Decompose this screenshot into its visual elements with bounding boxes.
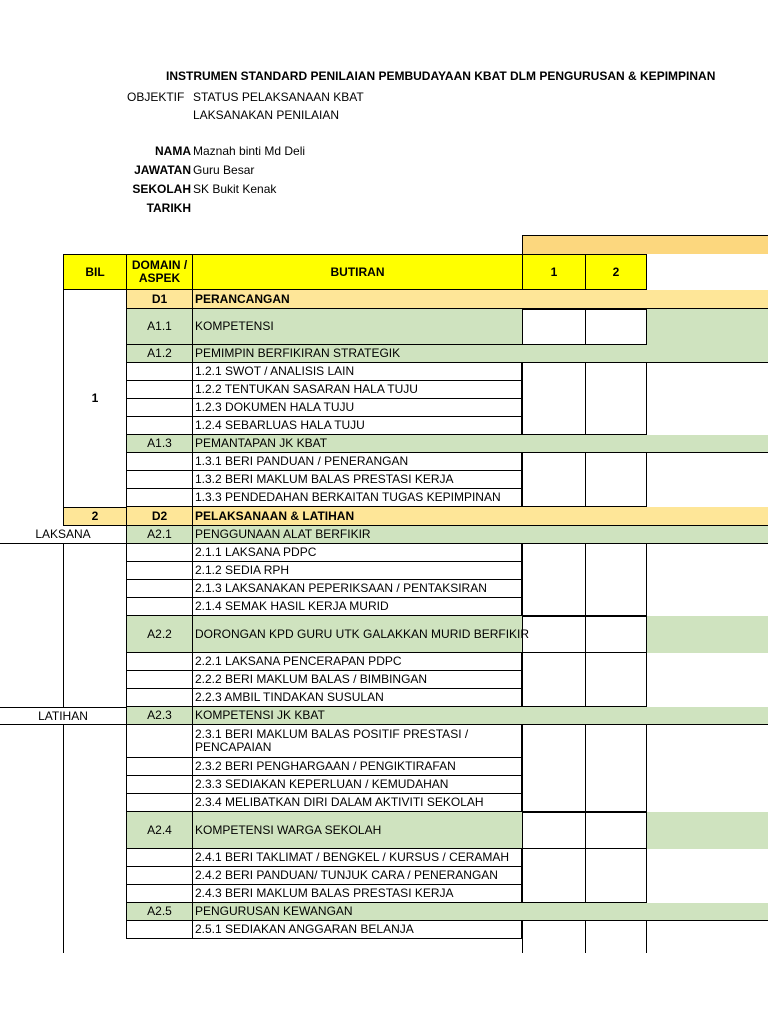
aspect-row-fill — [522, 345, 768, 363]
score-cell-1[interactable] — [522, 812, 585, 849]
objektif-line-1: STATUS PELAKSANAAN KBAT — [193, 90, 364, 104]
item-text: 2.3.4 MELIBATKAN DIRI DALAM AKTIVITI SEKOLAH — [192, 794, 522, 812]
aspect-row-fill — [522, 435, 768, 453]
aspect-row-fill — [647, 309, 768, 345]
score-cell-1[interactable] — [522, 363, 585, 435]
item-text: 2.2.1 LAKSANA PENCERAPAN PDPC — [192, 653, 522, 671]
score-cell-1[interactable] — [522, 653, 585, 707]
aspect-title: KOMPETENSI — [192, 309, 522, 345]
item-text: 2.5.1 SEDIAKAN ANGGARAN BELANJA — [192, 921, 522, 939]
aspect-code: A2.5 — [126, 903, 192, 921]
bil-latihan: LATIHAN — [0, 707, 126, 725]
header-bil: BIL — [63, 254, 126, 290]
aspect-title: PEMANTAPAN JK KBAT — [192, 435, 522, 453]
item-text: 2.4.3 BERI MAKLUM BALAS PRESTASI KERJA — [192, 885, 522, 903]
domain-empty-cell — [126, 689, 192, 707]
header-domain-aspek: DOMAIN / ASPEK — [126, 254, 192, 290]
domain-empty-cell — [126, 489, 192, 507]
domain-empty-cell — [126, 544, 192, 562]
aspect-code: A1.2 — [126, 345, 192, 363]
item-text: 2.2.2 BERI MAKLUM BALAS / BIMBINGAN — [192, 671, 522, 689]
document-title: INSTRUMEN STANDARD PENILAIAN PEMBUDAYAAN KBAT DLM PENGURUSAN & KEPIMPINAN — [166, 69, 716, 83]
bil-laksana: LAKSANA — [0, 526, 126, 544]
domain-empty-cell — [126, 849, 192, 867]
domain-empty-cell — [126, 471, 192, 489]
domain-empty-cell — [126, 725, 192, 758]
score-cell-2[interactable] — [585, 849, 647, 903]
aspect-code: A2.3 — [126, 707, 192, 725]
domain-empty-cell — [126, 921, 192, 939]
domain-code: D1 — [126, 290, 192, 309]
item-text: 1.2.4 SEBARLUAS HALA TUJU — [192, 417, 522, 435]
objektif-line-2: LAKSANAKAN PENILAIAN — [193, 108, 340, 122]
score-cell-1[interactable] — [522, 309, 585, 345]
score-cell-1[interactable] — [522, 544, 585, 616]
item-text: 2.3.2 BERI PENGHARGAAN / PENGIKTIRAFAN — [192, 758, 522, 776]
item-text: 2.3.3 SEDIAKAN KEPERLUAN / KEMUDAHAN — [192, 776, 522, 794]
aspect-title: PENGGUNAAN ALAT BERFIKIR — [192, 526, 522, 544]
score-cell-2[interactable] — [585, 544, 647, 616]
domain-empty-cell — [126, 653, 192, 671]
score-cell-1[interactable] — [522, 725, 585, 812]
item-text: 2.1.3 LAKSANAKAN PEPERIKSAAN / PENTAKSIRAN — [192, 580, 522, 598]
item-text: 2.2.3 AMBIL TINDAKAN SUSULAN — [192, 689, 522, 707]
tarikh-label: TARIKH — [146, 201, 191, 215]
domain-empty-cell — [126, 417, 192, 435]
aspect-title: KOMPETENSI JK KBAT — [192, 707, 522, 725]
score-cell-2[interactable] — [585, 725, 647, 812]
item-text: 1.2.3 DOKUMEN HALA TUJU — [192, 399, 522, 417]
bil-1: 1 — [63, 290, 126, 507]
jawatan-label: JAWATAN — [134, 163, 191, 177]
score-cell-1[interactable] — [522, 921, 585, 953]
score-cell-2[interactable] — [585, 812, 647, 849]
item-text: 2.1.1 LAKSANA PDPC — [192, 544, 522, 562]
bil-empty — [63, 544, 126, 707]
aspect-code: A2.4 — [126, 812, 192, 849]
nama-value: Maznah binti Md Deli — [193, 144, 306, 158]
aspect-row-fill — [522, 903, 768, 921]
score-cell-1[interactable] — [522, 616, 585, 653]
aspect-code: A1.3 — [126, 435, 192, 453]
item-text: 1.2.1 SWOT / ANALISIS LAIN — [192, 363, 522, 381]
score-cell-2[interactable] — [585, 363, 647, 435]
domain-title: PERANCANGAN — [192, 290, 768, 309]
aspect-title: KOMPETENSI WARGA SEKOLAH — [192, 812, 522, 849]
bil-empty — [63, 725, 126, 953]
domain-empty-cell — [126, 363, 192, 381]
aspect-title: PEMIMPIN BERFIKIRAN STRATEGIK — [192, 345, 522, 363]
score-cell-2[interactable] — [585, 653, 647, 707]
score-cell-1[interactable] — [522, 849, 585, 903]
item-text: 1.3.1 BERI PANDUAN / PENERANGAN — [192, 453, 522, 471]
domain-empty-cell — [126, 885, 192, 903]
domain-title: PELAKSANAAN & LATIHAN — [192, 507, 768, 526]
aspect-row-fill — [522, 526, 768, 544]
domain-empty-cell — [126, 399, 192, 417]
score-cell-2[interactable] — [585, 453, 647, 507]
header-score-2: 2 — [585, 254, 647, 290]
objektif-label: OBJEKTIF — [127, 90, 185, 104]
score-cell-2[interactable] — [585, 309, 647, 345]
item-text: 1.2.2 TENTUKAN SASARAN HALA TUJU — [192, 381, 522, 399]
item-text: 1.3.3 PENDEDAHAN BERKAITAN TUGAS KEPIMPINAN — [192, 489, 522, 507]
aspect-code: A2.2 — [126, 616, 192, 653]
aspect-title: PENGURUSAN KEWANGAN — [192, 903, 522, 921]
bil-2: 2 — [63, 507, 126, 526]
item-text: 2.4.1 BERI TAKLIMAT / BENGKEL / KURSUS / CERAMAH — [192, 849, 522, 867]
domain-empty-cell — [126, 381, 192, 399]
aspect-row-fill — [522, 707, 768, 725]
domain-empty-cell — [126, 867, 192, 885]
domain-empty-cell — [126, 671, 192, 689]
domain-empty-cell — [126, 794, 192, 812]
aspect-row-fill — [647, 812, 768, 849]
score-cell-2[interactable] — [585, 616, 647, 653]
header-butiran: BUTIRAN — [192, 254, 522, 290]
score-header-band — [522, 235, 768, 254]
sekolah-label: SEKOLAH — [132, 182, 191, 196]
item-text: 2.4.2 BERI PANDUAN/ TUNJUK CARA / PENERANGAN — [192, 867, 522, 885]
domain-empty-cell — [126, 598, 192, 616]
score-cell-2[interactable] — [585, 921, 647, 953]
domain-empty-cell — [126, 758, 192, 776]
item-text: 2.1.4 SEMAK HASIL KERJA MURID — [192, 598, 522, 616]
item-text: 2.3.1 BERI MAKLUM BALAS POSITIF PRESTASI / PENCAPAIAN — [192, 725, 522, 758]
item-text: 1.3.2 BERI MAKLUM BALAS PRESTASI KERJA — [192, 471, 522, 489]
aspect-code: A2.1 — [126, 526, 192, 544]
score-cell-1[interactable] — [522, 453, 585, 507]
domain-empty-cell — [126, 562, 192, 580]
aspect-row-fill — [647, 616, 768, 653]
header-score-1: 1 — [522, 254, 585, 290]
item-text: 2.1.2 SEDIA RPH — [192, 562, 522, 580]
aspect-code: A1.1 — [126, 309, 192, 345]
domain-code: D2 — [126, 507, 192, 526]
jawatan-value: Guru Besar — [193, 163, 255, 177]
domain-empty-cell — [126, 776, 192, 794]
domain-empty-cell — [126, 580, 192, 598]
domain-empty-cell — [126, 453, 192, 471]
sekolah-value: SK Bukit Kenak — [193, 182, 277, 196]
aspect-title: DORONGAN KPD GURU UTK GALAKKAN MURID BERFIKIR — [192, 616, 522, 653]
nama-label: NAMA — [155, 144, 191, 158]
